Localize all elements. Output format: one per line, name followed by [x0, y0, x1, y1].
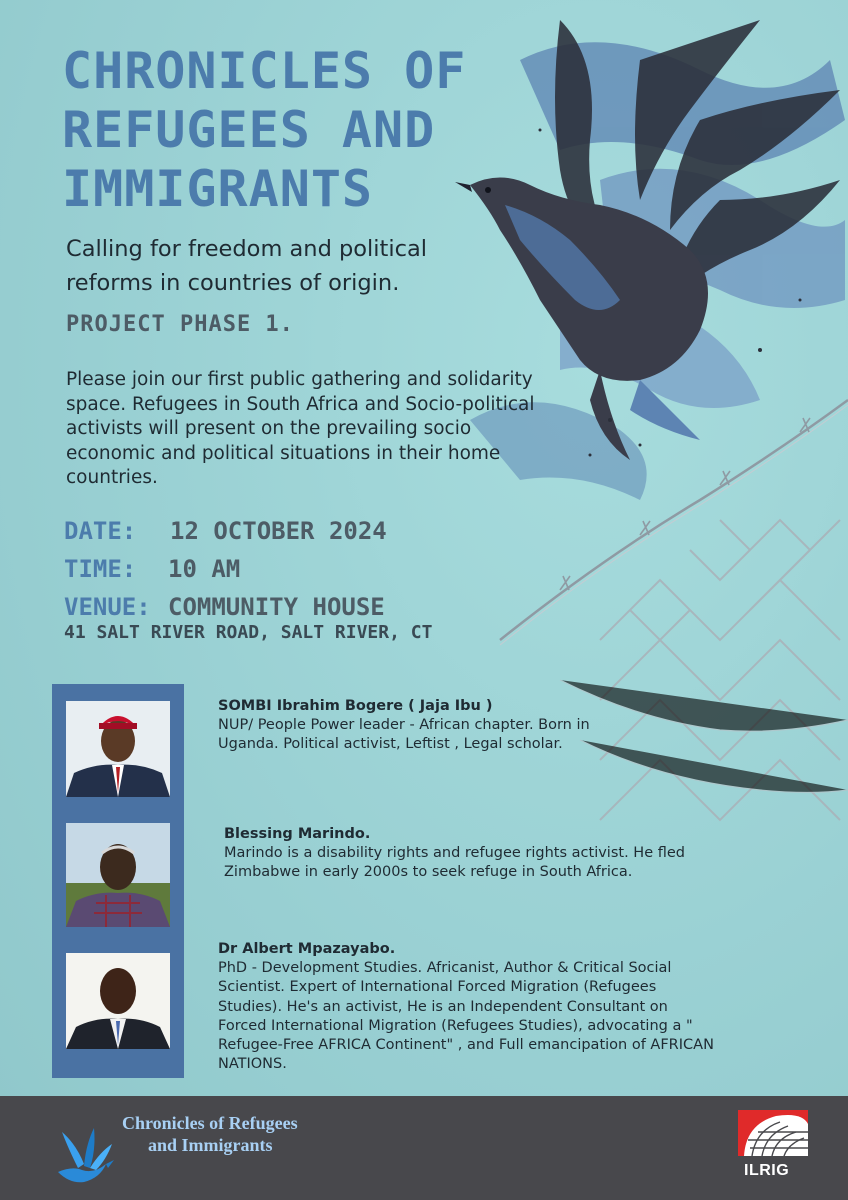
footer-title — [122, 1112, 298, 1156]
time-value: 10 AM — [168, 555, 241, 583]
footer-bar — [0, 1096, 848, 1200]
invitation-text: Please join our first public gathering and solidarity space. Refugees in South Africa and Socio-political activists will present on the prevailing socio economic and political situations in their home countries. — [66, 369, 535, 489]
venue-value: COMMUNITY HOUSE — [168, 593, 385, 621]
project-phase: PROJECT PHASE 1. — [66, 312, 294, 337]
speaker-description: NUP/ People Power leader - African chapter. Born in Uganda. Political activist, Leftist , Legal scholar. — [218, 717, 590, 753]
speaker-description: PhD - Development Studies. Africanist, Author & Critical Social Scientist. Expert of International Forced Migration (Refugees Studies). He's an activist, He is an Independent Consultant on Forced International Migration (Refugees Studies), advocating a " Refugee-Free AFRICA Continent" , and Full emancipation of AFRICAN NATIONS. — [218, 960, 714, 1073]
speaker-name: Dr Albert Mpazayabo. — [218, 941, 396, 957]
speaker-entry — [218, 940, 718, 1074]
speaker-photo — [66, 953, 170, 1049]
date-value: 12 OCTOBER 2024 — [170, 517, 387, 545]
title-line: IMMIGRANTS — [62, 160, 374, 218]
date-row — [64, 512, 387, 550]
date-label: DATE: — [64, 517, 137, 545]
venue-row — [64, 588, 387, 626]
dove-logo-icon — [54, 1126, 118, 1186]
title-line: CHRONICLES OF — [62, 42, 467, 100]
ilrig-logo-icon — [732, 1104, 814, 1160]
speaker-name: Blessing Marindo. — [224, 826, 371, 842]
speaker-photo — [66, 823, 170, 927]
ilrig-logo-text: ILRIG — [744, 1162, 790, 1179]
venue-address: 41 SALT RIVER ROAD, SALT RIVER, CT — [64, 622, 433, 643]
title-line: REFUGEES AND — [62, 101, 436, 159]
speaker-entry — [224, 825, 724, 883]
footer-title-line: Chronicles of Refugees — [122, 1113, 298, 1133]
speaker-photo — [66, 701, 170, 797]
speaker-entry — [218, 697, 618, 755]
speaker-name: SOMBI Ibrahim Bogere ( Jaja Ibu ) — [218, 698, 493, 714]
footer-title-line: and Immigrants — [148, 1135, 273, 1155]
poster-title — [62, 42, 522, 219]
subtitle: Calling for freedom and political reforms in countries of origin. — [66, 236, 428, 296]
venue-label: VENUE: — [64, 593, 151, 621]
time-row — [64, 550, 387, 588]
event-details — [64, 512, 387, 626]
time-label: TIME: — [64, 555, 137, 583]
speaker-description: Marindo is a disability rights and refugee rights activist. He fled Zimbabwe in early 2000s to seek refuge in South Africa. — [224, 845, 685, 881]
